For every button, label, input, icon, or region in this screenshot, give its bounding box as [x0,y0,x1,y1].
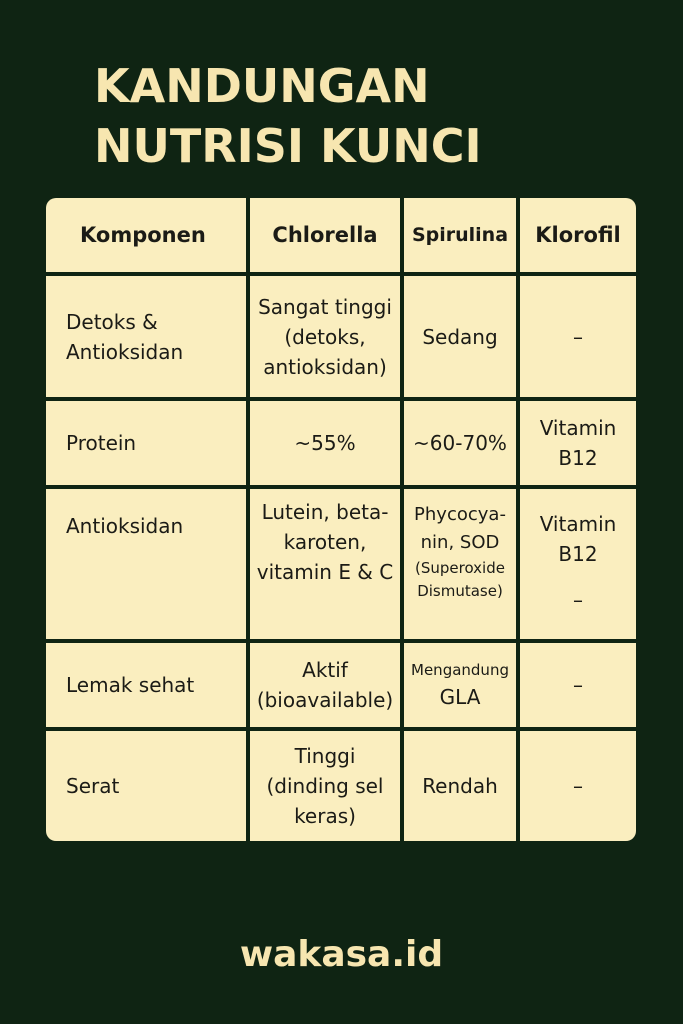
row-antioksidan-chlorella: Lutein, beta-karoten, vitamin E & C [250,489,400,639]
row-serat-chlorella: Tinggi (dinding sel keras) [250,731,400,841]
spirulina-lemak-stack [411,659,509,712]
row-lemak-chlorella: Aktif (bioavailable) [250,643,400,727]
brand-footer: wakasa.id [239,934,444,975]
row-detoks-komponen: Detoks & Antioksidan [46,276,246,397]
row-antioksidan-spirulina: Phycocya- nin, SOD [414,504,506,553]
title-line-2: NUTRISI KUNCI [94,119,482,173]
header-komponen: Komponen [46,198,246,272]
row-serat-spirulina: Rendah [404,731,516,841]
row-antioksidan-klorofil: Vitamin B12 [539,512,617,566]
row-protein-spirulina: ~60-70% [404,401,516,485]
spirulina-antioksidan-stack [406,501,514,603]
row-antioksidan-spirulina-cell [404,489,516,639]
row-antioksidan-komponen: Antioksidan [46,489,246,639]
nutrition-table [46,198,636,845]
klorofil-antioksidan-stack [522,509,634,615]
row-lemak-spirulina: GLA [439,684,481,709]
row-protein-chlorella: ~55% [250,401,400,485]
row-serat-komponen: Serat [46,731,246,841]
page-title [94,56,654,176]
row-serat-klorofil: – [520,731,636,841]
title-line-1: KANDUNGAN [94,59,430,113]
header-spirulina: Spirulina [404,198,516,272]
header-chlorella: Chlorella [250,198,400,272]
row-protein-komponen: Protein [46,401,246,485]
row-lemak-spirulina-cell [404,643,516,727]
row-antioksidan-klorofil-cell [520,489,636,639]
row-antioksidan-spirulina-note: (Superoxide Dismutase) [415,559,505,600]
row-lemak-komponen: Lemak sehat [46,643,246,727]
row-antioksidan-klorofil-extra: – [573,588,583,612]
row-detoks-klorofil: – [520,276,636,397]
row-lemak-klorofil: – [520,643,636,727]
row-protein-klorofil: Vitamin B12 [520,401,636,485]
row-detoks-spirulina: Sedang [404,276,516,397]
header-klorofil: Klorofil [520,198,636,272]
row-lemak-spirulina-top: Mengandung [411,660,509,679]
row-detoks-chlorella: Sangat tinggi (detoks, antioksidan) [250,276,400,397]
